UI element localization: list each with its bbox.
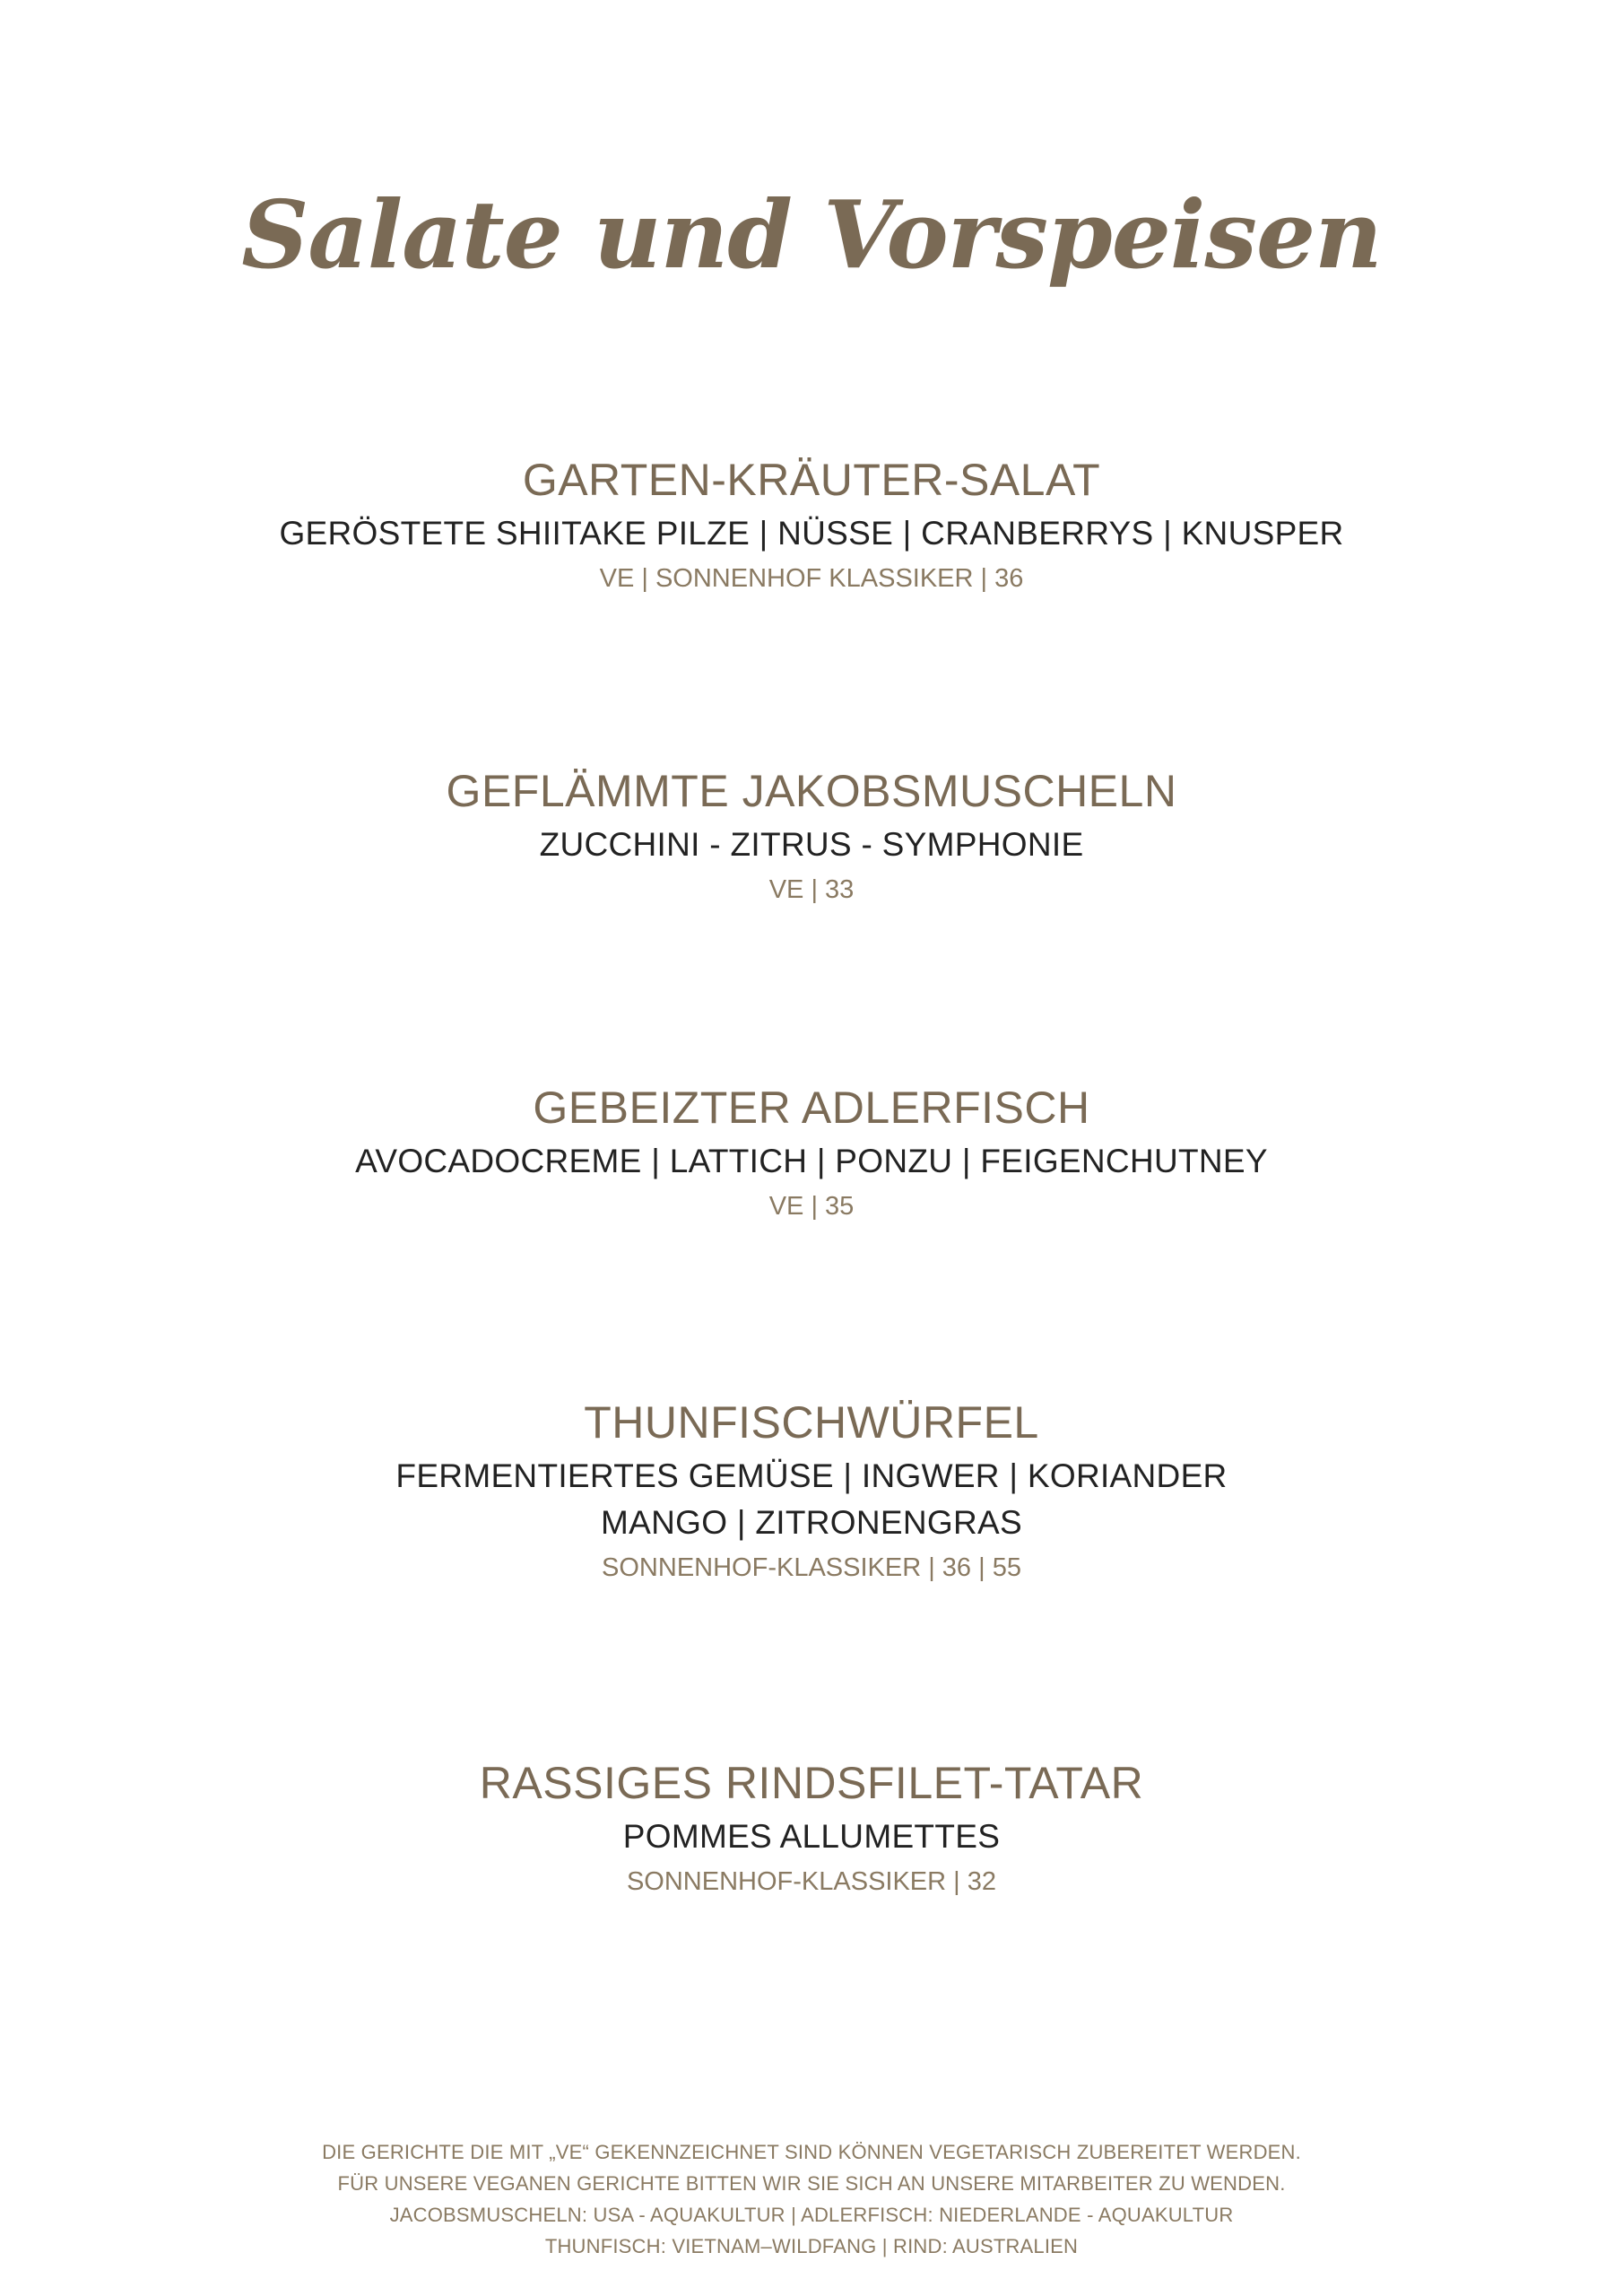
dish-meta: SONNENHOF-KLASSIKER | 36 | 55: [602, 1553, 1021, 1582]
footer-line: JACOBSMUSCHELN: USA - AQUAKULTUR | ADLERFISCH: NIEDERLANDE - AQUAKULTUR: [389, 2204, 1234, 2226]
dish-geflaemmte-jakobsmuscheln: [0, 764, 1623, 909]
dish-name: RASSIGES RINDSFILET-TATAR: [479, 1758, 1144, 1808]
dish-name: GEBEIZTER ADLERFISCH: [533, 1083, 1090, 1133]
dish-description: GERÖSTETE SHIITAKE PILZE | NÜSSE | CRANBERRYS | KNUSPER: [279, 515, 1344, 552]
footer-notes: [0, 2136, 1623, 2262]
footer-line: THUNFISCH: VIETNAM–WILDFANG | RIND: AUSTRALIEN: [544, 2235, 1079, 2257]
dish-description: AVOCADOCREME | LATTICH | PONZU | FEIGENCHUTNEY: [355, 1143, 1268, 1179]
footer-line: FÜR UNSERE VEGANEN GERICHTE BITTEN WIR SIE SICH AN UNSERE MITARBEITER ZU WENDEN.: [337, 2172, 1286, 2195]
dish-description: MANGO | ZITRONENGRAS: [601, 1504, 1022, 1541]
dish-meta: SONNENHOF-KLASSIKER | 32: [626, 1867, 997, 1896]
dish-name: GEFLÄMMTE JAKOBSMUSCHELN: [446, 766, 1177, 816]
dish-description: ZUCCHINI - ZITRUS - SYMPHONIE: [539, 826, 1084, 863]
dish-rassiges-rindsfilet-tatar: [0, 1756, 1623, 1901]
dish-gebeizter-adlerfisch: [0, 1081, 1623, 1226]
dish-thunfischwuerfel: [0, 1396, 1623, 1587]
dish-meta: VE | SONNENHOF KLASSIKER | 36: [599, 564, 1024, 593]
dish-description: FERMENTIERTES GEMÜSE | INGWER | KORIANDER: [395, 1457, 1228, 1494]
dish-meta: VE | 35: [768, 1192, 855, 1221]
dish-name: THUNFISCHWÜRFEL: [584, 1397, 1039, 1448]
dish-name: GARTEN-KRÄUTER-SALAT: [522, 455, 1101, 505]
dish-meta: VE | 33: [768, 875, 855, 904]
dish-garten-kraeuter-salat: [0, 453, 1623, 598]
footer-line: DIE GERICHTE DIE MIT „VE“ GEKENNZEICHNET SIND KÖNNEN VEGETARISCH ZUBEREITET WERDEN.: [322, 2141, 1301, 2163]
page-title: Salate und Vorspeisen: [241, 179, 1382, 290]
dish-description: POMMES ALLUMETTES: [622, 1818, 1001, 1855]
